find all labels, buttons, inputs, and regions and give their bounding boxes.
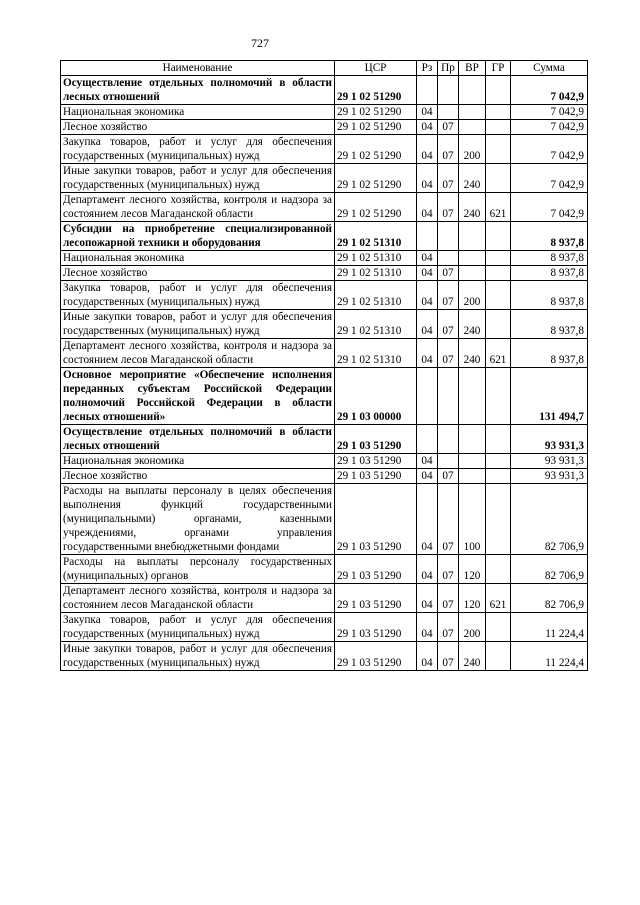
csr-cell: 29 1 03 51290 [335,469,417,484]
pr-cell: 07 [438,469,459,484]
header-csr: ЦСР [335,61,417,76]
sum-cell: 131 494,7 [511,368,588,425]
pr-cell: 07 [438,310,459,339]
pr-cell: 07 [438,266,459,281]
sum-cell: 7 042,9 [511,164,588,193]
sum-cell: 93 931,3 [511,425,588,454]
csr-cell: 29 1 03 51290 [335,484,417,555]
name-cell: Лесное хозяйство [61,469,335,484]
table-row [61,368,588,425]
sum-cell: 8 937,8 [511,222,588,251]
rz-cell: 04 [417,484,438,555]
table-row [61,222,588,251]
table-row [61,164,588,193]
table-row [61,642,588,671]
name-cell: Департамент лесного хозяйства, контроля и надзора за состоянием лесов Магаданской области [61,193,335,222]
rz-cell: 04 [417,642,438,671]
csr-cell: 29 1 03 51290 [335,613,417,642]
rz-cell: 04 [417,164,438,193]
vr-cell: 240 [459,642,486,671]
pr-cell: 07 [438,642,459,671]
pr-cell [438,454,459,469]
pr-cell [438,105,459,120]
sum-cell: 82 706,9 [511,555,588,584]
pr-cell: 07 [438,164,459,193]
table-row [61,76,588,105]
table-row [61,584,588,613]
gr-cell [486,76,511,105]
table-row [61,469,588,484]
table-row [61,193,588,222]
sum-cell: 8 937,8 [511,339,588,368]
gr-cell: 621 [486,193,511,222]
pr-cell: 07 [438,555,459,584]
pr-cell [438,425,459,454]
vr-cell [459,266,486,281]
header-sum: Сумма [511,61,588,76]
sum-cell: 8 937,8 [511,266,588,281]
vr-cell [459,251,486,266]
pr-cell: 07 [438,484,459,555]
csr-cell: 29 1 02 51290 [335,120,417,135]
table-header-row [61,61,588,76]
gr-cell [486,368,511,425]
header-vr: ВР [459,61,486,76]
sum-cell: 8 937,8 [511,281,588,310]
gr-cell [486,642,511,671]
rz-cell [417,76,438,105]
name-cell: Департамент лесного хозяйства, контроля и надзора за состоянием лесов Магаданской области [61,584,335,613]
rz-cell: 04 [417,281,438,310]
table-row [61,425,588,454]
gr-cell [486,555,511,584]
pr-cell [438,251,459,266]
gr-cell [486,251,511,266]
gr-cell [486,281,511,310]
name-cell: Закупка товаров, работ и услуг для обеспечения государственных (муниципальных) нужд [61,135,335,164]
rz-cell [417,425,438,454]
csr-cell: 29 1 03 51290 [335,642,417,671]
vr-cell: 120 [459,584,486,613]
name-cell: Расходы на выплаты персоналу государственных (муниципальных) органов [61,555,335,584]
vr-cell: 240 [459,164,486,193]
name-cell: Иные закупки товаров, работ и услуг для обеспечения государственных (муниципальных) нужд [61,642,335,671]
name-cell: Закупка товаров, работ и услуг для обеспечения государственных (муниципальных) нужд [61,613,335,642]
name-cell: Осуществление отдельных полномочий в области лесных отношений [61,76,335,105]
sum-cell: 11 224,4 [511,642,588,671]
sum-cell: 8 937,8 [511,251,588,266]
rz-cell: 04 [417,266,438,281]
table-row [61,339,588,368]
pr-cell: 07 [438,613,459,642]
gr-cell [486,266,511,281]
csr-cell: 29 1 03 51290 [335,454,417,469]
sum-cell: 82 706,9 [511,484,588,555]
vr-cell: 240 [459,339,486,368]
table-row [61,266,588,281]
vr-cell: 240 [459,310,486,339]
vr-cell: 200 [459,281,486,310]
sum-cell: 7 042,9 [511,193,588,222]
budget-table [60,60,588,671]
pr-cell: 07 [438,193,459,222]
name-cell: Лесное хозяйство [61,120,335,135]
pr-cell [438,368,459,425]
sum-cell: 7 042,9 [511,135,588,164]
vr-cell: 240 [459,193,486,222]
vr-cell [459,120,486,135]
sum-cell: 8 937,8 [511,310,588,339]
csr-cell: 29 1 03 51290 [335,584,417,613]
vr-cell: 200 [459,613,486,642]
page-number: 727 [251,36,269,50]
name-cell: Закупка товаров, работ и услуг для обеспечения государственных (муниципальных) нужд [61,281,335,310]
table-row [61,120,588,135]
name-cell: Осуществление отдельных полномочий в области лесных отношений [61,425,335,454]
csr-cell: 29 1 03 51290 [335,555,417,584]
rz-cell: 04 [417,135,438,164]
sum-cell: 7 042,9 [511,105,588,120]
pr-cell: 07 [438,281,459,310]
header-name: Наименование [61,61,335,76]
csr-cell: 29 1 03 51290 [335,425,417,454]
pr-cell: 07 [438,135,459,164]
csr-cell: 29 1 02 51290 [335,164,417,193]
csr-cell: 29 1 02 51290 [335,135,417,164]
vr-cell: 200 [459,135,486,164]
name-cell: Лесное хозяйство [61,266,335,281]
rz-cell: 04 [417,469,438,484]
table-row [61,454,588,469]
csr-cell: 29 1 02 51310 [335,251,417,266]
vr-cell: 100 [459,484,486,555]
table-row [61,613,588,642]
vr-cell: 120 [459,555,486,584]
gr-cell [486,425,511,454]
pr-cell: 07 [438,339,459,368]
name-cell: Национальная экономика [61,454,335,469]
sum-cell: 11 224,4 [511,613,588,642]
rz-cell: 04 [417,120,438,135]
table-row [61,105,588,120]
rz-cell: 04 [417,251,438,266]
pr-cell [438,76,459,105]
rz-cell: 04 [417,613,438,642]
rz-cell: 04 [417,105,438,120]
name-cell: Иные закупки товаров, работ и услуг для обеспечения государственных (муниципальных) нужд [61,310,335,339]
rz-cell: 04 [417,339,438,368]
sum-cell: 7 042,9 [511,120,588,135]
rz-cell: 04 [417,454,438,469]
gr-cell [486,310,511,339]
name-cell: Расходы на выплаты персоналу в целях обеспечения выполнения функций государственными (муниципальными) органами, казенными учреждениями, органами управления государственными внебюджетными фондами [61,484,335,555]
csr-cell: 29 1 02 51310 [335,339,417,368]
table-row [61,484,588,555]
csr-cell: 29 1 02 51310 [335,222,417,251]
vr-cell [459,454,486,469]
gr-cell: 621 [486,339,511,368]
header-pr: Пр [438,61,459,76]
vr-cell [459,425,486,454]
name-cell: Основное мероприятие «Обеспечение исполнения переданных субъектам Российской Федерации полномочий Российской Федерации в области лесных отношений» [61,368,335,425]
sum-cell: 82 706,9 [511,584,588,613]
csr-cell: 29 1 02 51310 [335,281,417,310]
rz-cell [417,222,438,251]
rz-cell: 04 [417,584,438,613]
vr-cell [459,76,486,105]
table-row [61,281,588,310]
gr-cell [486,105,511,120]
rz-cell: 04 [417,193,438,222]
table-row [61,251,588,266]
csr-cell: 29 1 02 51310 [335,310,417,339]
header-rz: Рз [417,61,438,76]
vr-cell [459,368,486,425]
vr-cell [459,469,486,484]
pr-cell: 07 [438,584,459,613]
sum-cell: 93 931,3 [511,469,588,484]
csr-cell: 29 1 03 00000 [335,368,417,425]
sum-cell: 93 931,3 [511,454,588,469]
pr-cell [438,222,459,251]
rz-cell [417,368,438,425]
gr-cell [486,454,511,469]
csr-cell: 29 1 02 51290 [335,105,417,120]
gr-cell [486,484,511,555]
name-cell: Национальная экономика [61,251,335,266]
vr-cell [459,105,486,120]
rz-cell: 04 [417,555,438,584]
name-cell: Национальная экономика [61,105,335,120]
vr-cell [459,222,486,251]
name-cell: Субсидии на приобретение специализированной лесопожарной техники и оборудования [61,222,335,251]
gr-cell [486,613,511,642]
pr-cell: 07 [438,120,459,135]
gr-cell [486,120,511,135]
table-row [61,555,588,584]
rz-cell: 04 [417,310,438,339]
gr-cell: 621 [486,584,511,613]
gr-cell [486,164,511,193]
name-cell: Иные закупки товаров, работ и услуг для обеспечения государственных (муниципальных) нужд [61,164,335,193]
sum-cell: 7 042,9 [511,76,588,105]
table-row [61,310,588,339]
csr-cell: 29 1 02 51310 [335,266,417,281]
header-gr: ГР [486,61,511,76]
gr-cell [486,222,511,251]
csr-cell: 29 1 02 51290 [335,76,417,105]
gr-cell [486,469,511,484]
csr-cell: 29 1 02 51290 [335,193,417,222]
name-cell: Департамент лесного хозяйства, контроля и надзора за состоянием лесов Магаданской области [61,339,335,368]
gr-cell [486,135,511,164]
table-row [61,135,588,164]
